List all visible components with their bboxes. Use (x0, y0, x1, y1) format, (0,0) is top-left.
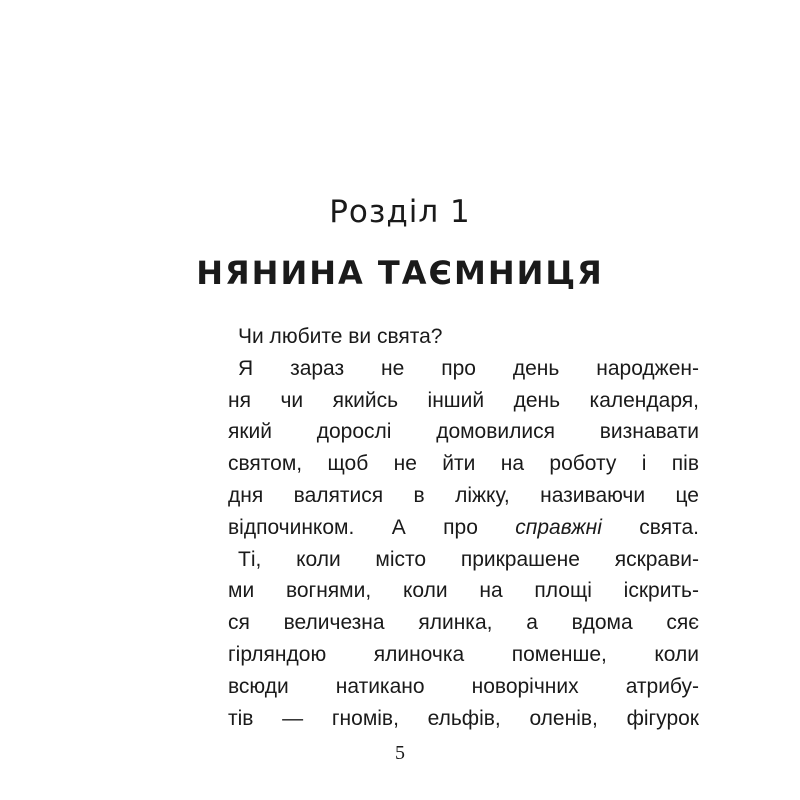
text-line: Ті, коли місто прикрашене яскрави- (238, 547, 699, 571)
text-line: святом, щоб не йти на роботу і пів (228, 452, 699, 476)
text-segment: відпочинком. А про (228, 515, 516, 539)
text-segment: свята. (601, 515, 699, 539)
text-line: Чи любите ви свята? (238, 325, 443, 348)
text-line: ми вогнями, коли на площі іскрить- (228, 579, 699, 603)
text-line: ся величезна ялинка, а вдома сяє (228, 611, 699, 635)
text-line: який дорослі домовилися визнавати (228, 420, 699, 444)
text-line: всюди натикано новорічних атрибу- (228, 674, 699, 698)
text-line: гірляндою ялиночка поменше, коли (228, 642, 699, 666)
emphasis-text: справжні (515, 515, 602, 539)
page-number: 5 (395, 742, 405, 764)
text-line: дня валятися в ліжку, називаючи це (228, 483, 699, 507)
text-line: тів — гномів, ельфів, оленів, фігурок (228, 706, 699, 730)
text-line (228, 512, 699, 544)
text-line: ня чи якийсь інший день календаря, (228, 388, 699, 412)
chapter-label: Розділ 1 (329, 194, 471, 230)
text-line: Я зараз не про день народжен- (238, 356, 699, 380)
chapter-title: НЯНИНА ТАЄМНИЦЯ (196, 254, 604, 292)
body-text (228, 321, 699, 734)
